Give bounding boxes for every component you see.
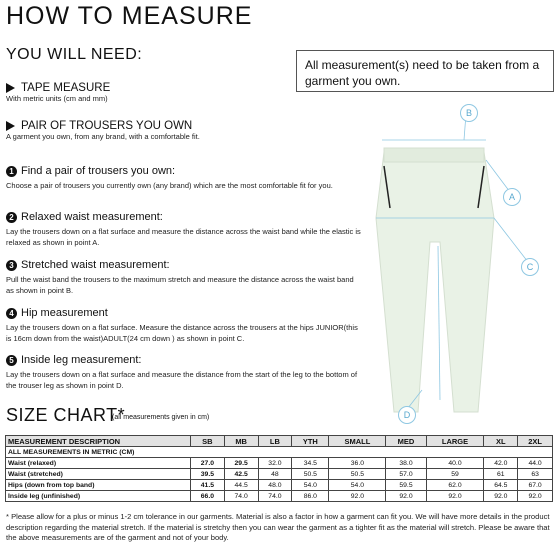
table-cell: 92.0 xyxy=(484,491,518,502)
table-cell: Inside leg (unfinished) xyxy=(6,491,191,502)
table-cell: 57.0 xyxy=(386,469,426,480)
table-header: MED xyxy=(386,436,426,447)
step-5 xyxy=(6,354,361,391)
need-item-sub: A garment you own, from any brand, with a comfortable fit. xyxy=(6,132,200,141)
table-cell: 40.0 xyxy=(426,458,484,469)
table-cell: 42.0 xyxy=(484,458,518,469)
table-cell: 50.5 xyxy=(329,469,386,480)
table-cell: 44.0 xyxy=(518,458,553,469)
step-2 xyxy=(6,211,361,248)
table-subheader: ALL MEASUREMENTS IN METRIC (CM) xyxy=(6,447,553,458)
step-body: Pull the waist band the trousers to the maximum stretch and measure the distance across the waist band as shown in point B. xyxy=(6,275,354,295)
point-c-marker: C xyxy=(521,258,539,276)
table-cell: 92.0 xyxy=(426,491,484,502)
table-cell: 32.0 xyxy=(258,458,292,469)
step-heading: Hip measurement xyxy=(21,307,108,319)
trouser-waistband xyxy=(384,148,484,162)
table-cell: 59 xyxy=(426,469,484,480)
size-table xyxy=(5,435,553,502)
table-cell: 27.0 xyxy=(191,458,225,469)
step-body: Lay the trousers down on a flat surface and measure the distance from the start of the leg to the bottom of the trouser leg as shown in point D. xyxy=(6,370,358,390)
step-body: Lay the trousers down on a flat surface. Measure the distance across the trousers at the hips JUNIOR(this is 16cm down from the waist)ADULT(24 cm down ) as shown in point C. xyxy=(6,323,358,343)
play-arrow-icon xyxy=(6,83,15,93)
table-cell: 54.0 xyxy=(329,480,386,491)
play-arrow-icon xyxy=(6,121,15,131)
table-subheader-row xyxy=(6,447,553,458)
table-cell: 66.0 xyxy=(191,491,225,502)
need-item-label: PAIR OF TROUSERS YOU OWN xyxy=(21,120,193,132)
garment-note-box: All measurement(s) need to be taken from a garment you own. xyxy=(296,50,554,92)
step-number-icon: 3 xyxy=(6,260,17,271)
page-title: HOW TO MEASURE xyxy=(6,2,253,30)
pointer-c xyxy=(494,218,528,262)
step-4 xyxy=(6,307,361,344)
table-header: MB xyxy=(224,436,258,447)
measure-line-d xyxy=(438,246,440,400)
table-cell: 92.0 xyxy=(518,491,553,502)
table-header: MEASUREMENT DESCRIPTION xyxy=(6,436,191,447)
table-cell: 61 xyxy=(484,469,518,480)
step-body: Lay the trousers down on a flat surface and measure the distance across the waist band while the elastic is relaxed as shown in point A. xyxy=(6,227,361,247)
table-cell: 92.0 xyxy=(329,491,386,502)
table-cell: 62.0 xyxy=(426,480,484,491)
table-header: SMALL xyxy=(329,436,386,447)
table-cell: Waist (stretched) xyxy=(6,469,191,480)
table-cell: 74.0 xyxy=(258,491,292,502)
table-row xyxy=(6,469,553,480)
trouser-shape xyxy=(376,152,494,412)
table-cell: 92.0 xyxy=(386,491,426,502)
point-b-marker: B xyxy=(460,104,478,122)
table-header: LARGE xyxy=(426,436,484,447)
table-header: YTH xyxy=(292,436,329,447)
table-row xyxy=(6,491,553,502)
table-row xyxy=(6,458,553,469)
step-heading: Relaxed waist measurement: xyxy=(21,211,163,223)
step-number-icon: 2 xyxy=(6,212,17,223)
table-cell: 39.5 xyxy=(191,469,225,480)
table-cell: 48 xyxy=(258,469,292,480)
need-item-trousers xyxy=(6,120,200,141)
size-chart-note: (all measurements given in cm) xyxy=(112,414,210,421)
table-header-row xyxy=(6,436,553,447)
size-chart-title: SIZE CHART* xyxy=(6,405,126,425)
table-header: 2XL xyxy=(518,436,553,447)
need-item-tape xyxy=(6,82,110,103)
table-cell: 59.5 xyxy=(386,480,426,491)
table-cell: 34.5 xyxy=(292,458,329,469)
table-cell: 86.0 xyxy=(292,491,329,502)
table-header: LB xyxy=(258,436,292,447)
table-cell: 74.0 xyxy=(224,491,258,502)
table-cell: 54.0 xyxy=(292,480,329,491)
point-d-marker: D xyxy=(398,406,416,424)
table-cell: 44.5 xyxy=(224,480,258,491)
step-body: Choose a pair of trousers you currently own (any brand) which are the most comfortable fit for you. xyxy=(6,181,333,190)
table-cell: 67.0 xyxy=(518,480,553,491)
step-1 xyxy=(6,165,361,191)
table-cell: 38.0 xyxy=(386,458,426,469)
table-header: XL xyxy=(484,436,518,447)
table-row xyxy=(6,480,553,491)
table-cell: Hips (down from top band) xyxy=(6,480,191,491)
step-number-icon: 4 xyxy=(6,308,17,319)
footer-disclaimer: * Please allow for a plus or minus 1-2 cm tolerance in our garments. Material is also a factor in how a garment can fit you. We will have more details in the product description regarding the material stretch. If the material is stretchy then you can wear the garment as a tighter fit as the material will stretch. Please be aware that the above measurements are of the garment and not of your body. xyxy=(6,512,550,542)
table-cell: Waist (relaxed) xyxy=(6,458,191,469)
step-heading: Stretched waist measurement: xyxy=(21,259,170,271)
table-cell: 29.5 xyxy=(224,458,258,469)
you-will-need-heading: YOU WILL NEED: xyxy=(6,46,143,63)
table-cell: 50.5 xyxy=(292,469,329,480)
need-item-label: TAPE MEASURE xyxy=(21,82,111,94)
table-cell: 64.5 xyxy=(484,480,518,491)
step-number-icon: 1 xyxy=(6,166,17,177)
table-cell: 36.0 xyxy=(329,458,386,469)
step-3 xyxy=(6,259,361,296)
need-item-sub: With metric units (cm and mm) xyxy=(6,94,108,103)
point-a-marker: A xyxy=(503,188,521,206)
table-cell: 48.0 xyxy=(258,480,292,491)
table-cell: 42.5 xyxy=(224,469,258,480)
step-heading: Inside leg measurement: xyxy=(21,354,142,366)
step-heading: Find a pair of trousers you own: xyxy=(21,165,176,177)
table-header: SB xyxy=(191,436,225,447)
table-cell: 41.5 xyxy=(191,480,225,491)
step-number-icon: 5 xyxy=(6,355,17,366)
table-cell: 63 xyxy=(518,469,553,480)
